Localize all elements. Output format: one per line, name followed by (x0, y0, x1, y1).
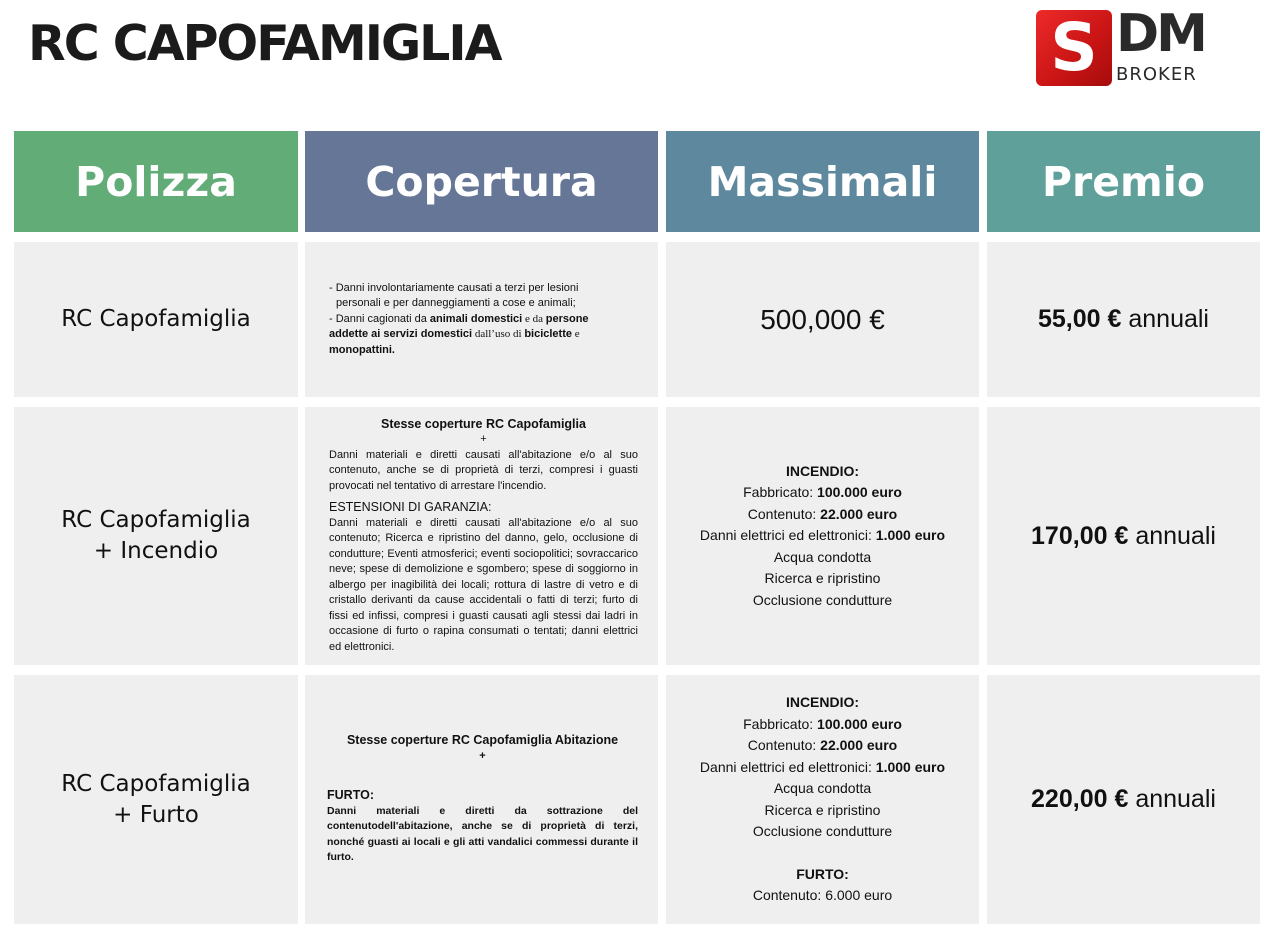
logo-text: DM (1116, 4, 1205, 64)
massimale-value: 22.000 euro (820, 505, 898, 522)
header-polizza: Polizza (14, 131, 298, 232)
coverage-text: e da (522, 312, 546, 325)
coverage-heading: Stesse coperture RC Capofamiglia Abitazione (346, 733, 619, 748)
massimale-value: 500,000 € (760, 303, 885, 335)
row1-polizza-cell (14, 242, 298, 397)
coverage-bold: animali domestici (429, 312, 523, 325)
row2-copertura-cell (305, 407, 658, 665)
policy-addon: + Furto (113, 801, 199, 828)
coverage-line (329, 281, 608, 312)
premium-value (1038, 305, 1209, 334)
massimale-value: 1.000 euro (875, 527, 946, 544)
massimale-line: Ricerca e ripristino (764, 801, 881, 818)
coverage-text: - Danni cagionati da (329, 312, 430, 325)
massimale-label: Fabbricato: (743, 484, 818, 501)
row1-massimali-cell (666, 242, 979, 397)
massimale-value: 1.000 euro (875, 758, 946, 775)
plus-sign: + (479, 749, 486, 762)
plus-sign: + (480, 433, 487, 446)
massimali-section-title: INCENDIO: (785, 694, 860, 711)
massimale-label: Contenuto: (747, 737, 821, 754)
premium-amount: 55,00 € (1037, 305, 1122, 333)
policy-name: RC Capofamiglia (61, 770, 251, 797)
premium-suffix: annuali (1128, 305, 1209, 333)
coverage-line (329, 312, 608, 359)
massimale-line: Contenuto: 6.000 euro (752, 887, 893, 904)
massimale-label: Contenuto: (747, 505, 821, 522)
coverage-text: - Danni involontariamente causati a terzi per lesioni (329, 281, 579, 294)
massimale-value: 100.000 euro (817, 484, 902, 501)
coverage-text: e (572, 328, 580, 341)
page-title: RC CAPOFAMIGLIA (28, 15, 501, 72)
row3-polizza-cell (14, 675, 298, 924)
policy-addon: + Incendio (93, 538, 219, 564)
massimale-value: 22.000 euro (820, 737, 898, 754)
massimali-section-title: INCENDIO: (785, 462, 860, 479)
row2-massimali-cell (666, 407, 979, 665)
row2-polizza-cell (14, 407, 298, 665)
massimale-line: Ricerca e ripristino (764, 570, 881, 587)
coverage-text: Danni materiali e diretti causati all'abitazione e/o al suo contenuto, anche se di proprietà di terzi, compresi i guasti provocati nel tentativo di arrestare l'incendio. (329, 448, 638, 492)
header-copertura: Copertura (305, 131, 658, 232)
coverage-bold: monopattini. (329, 343, 395, 356)
premium-value (1031, 522, 1216, 551)
massimale-line: Occlusione condutture (752, 591, 893, 608)
coverage-bold: persone addette ai servizi domestici (329, 312, 589, 341)
row3-copertura-cell (305, 675, 658, 924)
massimale-line: Occlusione condutture (752, 823, 893, 840)
coverage-text: Danni materiali e diretti causati all'abitazione e/o al suo contenuto; Ricerca e ripristino del danno, gelo, occlusione di condutture; Eventi atmosferici; eventi sociopolitici; sovraccarico neve; spese di demolizione e sgombero; spese di soggiorno in albergo per inagibilità dei locali; rottura di lastre di vetro e di cristallo derivanti da cause accidentali o fatti di terzi; furto di fissi ed infissi, compresi i guasti causati agli stessi dai ladri in occasione di furto o rapina consumati o tentati; danni elettrici ed elettronici. (329, 516, 638, 653)
logo-mark: S (1036, 10, 1112, 86)
policy-name: RC Capofamiglia (61, 507, 251, 533)
row3-premio-cell (987, 675, 1260, 924)
header-massimali: Massimali (666, 131, 979, 232)
row1-copertura-cell (305, 242, 658, 397)
massimale-label: Fabbricato: (743, 715, 818, 732)
premium-amount: 220,00 € (1031, 785, 1129, 813)
header-premio: Premio (987, 131, 1260, 232)
premium-value (1031, 785, 1216, 814)
row1-premio-cell (987, 242, 1260, 397)
premium-amount: 170,00 € (1031, 521, 1129, 550)
massimale-line: Acqua condotta (773, 548, 872, 565)
coverage-text: personali e per danneggiamenti a cose e animali; (336, 297, 576, 310)
row3-massimali-cell (666, 675, 979, 924)
logo-subtext: BROKER (1116, 64, 1197, 85)
coverage-text: Danni materiali e diretti da sottrazione del contenutodell'abitazione, anche se di proprietà di terzi, nonché guasti ai locali e gli atti vandalici commessi durante il furto. (327, 804, 638, 864)
row2-premio-cell (987, 407, 1260, 665)
massimale-value: 100.000 euro (817, 715, 902, 732)
coverage-heading: Stesse coperture RC Capofamiglia (381, 416, 586, 431)
furto-title: FURTO: (327, 788, 374, 803)
premium-suffix: annuali (1135, 785, 1216, 813)
massimale-label: Danni elettrici ed elettronici: (699, 527, 876, 544)
policy-name: RC Capofamiglia (61, 306, 251, 332)
sdm-broker-logo (1036, 4, 1212, 88)
coverage-text: dall’uso di (472, 328, 525, 341)
massimali-section-title: FURTO: (796, 865, 849, 882)
premium-suffix: annuali (1135, 521, 1216, 550)
extensions-title: ESTENSIONI DI GARANZIA: (329, 500, 492, 515)
coverage-bold: biciclette (524, 328, 572, 341)
massimale-line: Acqua condotta (773, 780, 872, 797)
massimale-label: Danni elettrici ed elettronici: (699, 758, 876, 775)
